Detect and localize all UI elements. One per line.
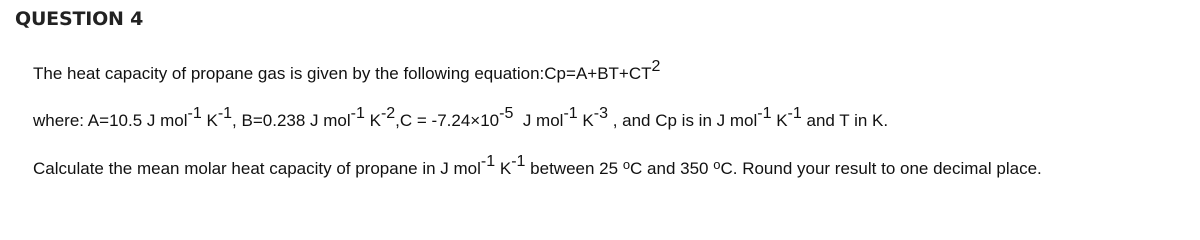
equation-text: The heat capacity of propane gas is given by the following equation:Cp=A+BT+CT xyxy=(33,64,652,83)
superscript: -1 xyxy=(563,105,578,122)
degree-symbol: o xyxy=(622,157,631,172)
superscript: -1 xyxy=(350,105,365,122)
range-text: C and 350 xyxy=(630,159,714,178)
range-text: between 25 xyxy=(525,159,623,178)
equation-line xyxy=(33,58,661,84)
constant-a-text: where: A=10.5 J mol xyxy=(33,111,188,130)
unit-text: K xyxy=(495,159,512,178)
superscript: -2 xyxy=(380,105,396,122)
cp-units-text: , and Cp is in J mol xyxy=(607,111,758,130)
superscript: -3 xyxy=(593,105,608,122)
unit-text: K xyxy=(577,111,594,130)
instruction-text: C. Round your result to one decimal place. xyxy=(720,159,1042,178)
superscript: -1 xyxy=(511,153,526,170)
superscript: 2 xyxy=(651,58,661,75)
superscript: -1 xyxy=(187,105,202,122)
constant-b-text: , B=0.238 J mol xyxy=(232,111,351,130)
unit-text: K xyxy=(771,111,788,130)
question-heading: QUESTION 4 xyxy=(15,8,144,30)
task-line xyxy=(33,153,1042,180)
constant-c-text: ,C = -7.24×10 xyxy=(395,111,500,130)
superscript: -1 xyxy=(787,105,802,122)
superscript: -5 xyxy=(499,105,514,122)
unit-text: K xyxy=(364,111,381,130)
superscript: -1 xyxy=(480,153,496,170)
unit-text: J mol xyxy=(513,111,564,130)
t-units-text: and T in K. xyxy=(801,111,889,130)
unit-text: K xyxy=(201,111,218,130)
constants-line xyxy=(33,105,889,131)
superscript: -1 xyxy=(217,105,233,122)
degree-symbol: o xyxy=(713,157,721,172)
superscript: -1 xyxy=(757,105,772,122)
task-text: Calculate the mean molar heat capacity of propane in J mol xyxy=(33,159,481,178)
